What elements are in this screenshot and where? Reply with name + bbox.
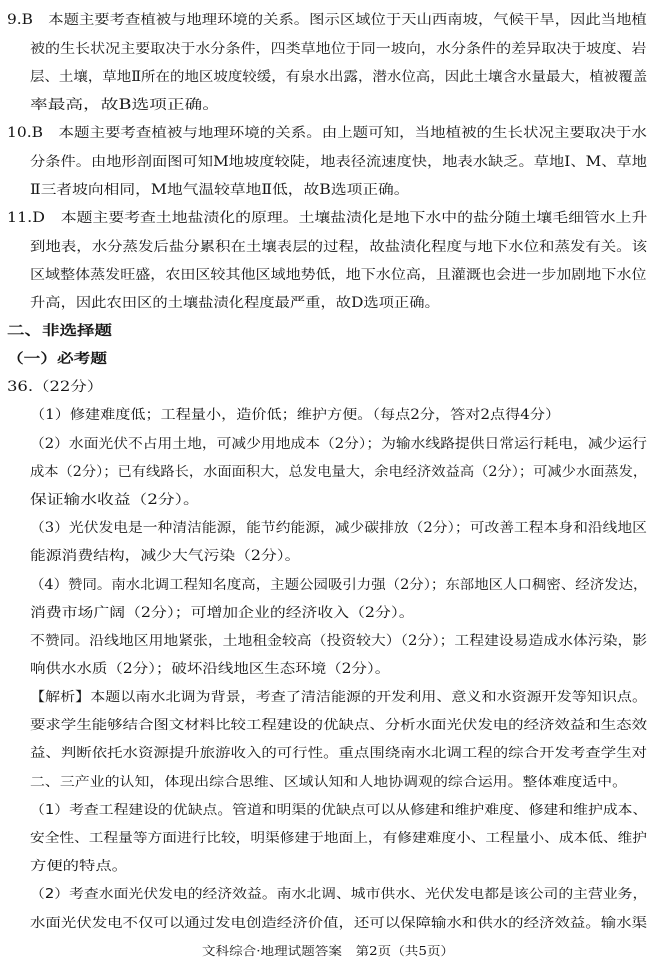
text-line: （3）光伏发电是一种清洁能源，能节约能源，减少碳排放（2分）；可改善工程本身和沿线地区 bbox=[30, 520, 647, 536]
text-line: 二、非选择题 bbox=[7, 323, 112, 339]
text-line: 消费市场广阔（2分）；可增加企业的经济收入（2分）。 bbox=[30, 605, 415, 621]
text-line: Ⅱ三者坡向相同，M地气温较草地Ⅱ低，故B选项正确。 bbox=[30, 182, 410, 198]
text-line: 水面光伏发电不仅可以通过发电创造经济价值，还可以保障输水和供水的经济效益。输水渠 bbox=[30, 916, 648, 931]
text-line: 保证输水收益（2分）。 bbox=[30, 492, 200, 508]
text-line: 到地表，水分蒸发后盐分累积在土壤表层的过程，故盐渍化程度与地下水位和蒸发有关。该 bbox=[30, 239, 647, 255]
text-line: 11.D 本题主要考查土地盐渍化的原理。土壤盐渍化是地下水中的盐分随土壤毛细管水上升 bbox=[7, 210, 648, 226]
text-line: 不赞同。沿线地区用地紧张，土地租金较高（投资较大）（2分）；工程建设易造成水体污染，影 bbox=[30, 633, 648, 649]
text-line: 率最高，故B选项正确。 bbox=[30, 97, 220, 113]
text-line: （4）赞同。南水北调工程知名度高，主题公园吸引力强（2分）；东部地区人口稠密、经济发达， bbox=[30, 577, 648, 593]
page-footer: 文科综合·地理试题答案 第2页（共5页） bbox=[202, 944, 455, 958]
text-line: 层、土壤，草地Ⅱ所在的地区坡度较缓，有泉水出露，潜水位高，因此土壤含水量最大，植被覆盖 bbox=[30, 69, 648, 85]
text-line: 成本（2分）；已有线路长，水面面积大，总发电量大，余电经济效益高（2分）；可减少水面蒸发， bbox=[30, 464, 648, 480]
text-line: 二、三产业的认知，体现出综合思维、区域认知和人地协调观的综合运用。整体难度适中。 bbox=[30, 775, 628, 790]
text-line: （1）修建难度低；工程量小，造价低；维护方便。（每点2分，答对2点得4分） bbox=[30, 407, 561, 423]
text-line: 【解析】本题以南水北调为背景，考查了清洁能源的开发利用、意义和水资源开发等知识点。 bbox=[30, 690, 648, 705]
text-line: （1）考查工程建设的优缺点。管道和明渠的优缺点可以从修建和维护难度、修建和维护成本、 bbox=[30, 803, 648, 818]
text-line: 响供水水质（2分）；破坏沿线地区生态环境（2分）。 bbox=[30, 661, 391, 677]
text-line: 36.（22分） bbox=[7, 379, 104, 395]
text-line: 安全性、工程量等方面进行比较，明渠修建于地面上，有修建难度小、工程量小、成本低、维护 bbox=[30, 831, 648, 846]
text-line: 9.B 本题主要考查植被与地理环境的关系。图示区域位于天山西南坡，气候干旱，因此当地植 bbox=[7, 12, 647, 28]
text-line: 升高，因此农田区的土壤盐渍化程度最严重，故D选项正确。 bbox=[30, 295, 440, 311]
text-line: （一）必考题 bbox=[7, 351, 107, 367]
text-line: 方便的特点。 bbox=[30, 859, 129, 874]
text-line: 益、判断依托水资源提升旅游收入的可行性。重点围绕南水北调工程的综合开发考查学生对 bbox=[30, 746, 648, 761]
text-line: （2）考查水面光伏发电的经济效益。南水北调、城市供水、光伏发电都是该公司的主营业务， bbox=[30, 887, 648, 902]
text-line: 分条件。由地形剖面图可知M地坡度较陡，地表径流速度快，地表水缺乏。草地Ⅰ、M、草地 bbox=[30, 154, 647, 170]
text-line: 要求学生能够结合图文材料比较工程建设的优缺点、分析水面光伏发电的经济效益和生态效 bbox=[30, 718, 648, 733]
text-line: （2）水面光伏不占用土地，可减少用地成本（2分）；为输水线路提供日常运行耗电，减少运行 bbox=[30, 436, 647, 452]
text-line: 10.B 本题主要考查植被与地理环境的关系。由上题可知，当地植被的生长状况主要取决于水 bbox=[7, 125, 647, 141]
text-line: 能源消费结构，减少大气污染（2分）。 bbox=[30, 548, 301, 564]
text-line: 区域整体蒸发旺盛，农田区较其他区域地势低，地下水位高，且灌溉也会进一步加剧地下水位 bbox=[30, 267, 647, 283]
text-line: 被的生长状况主要取决于水分条件，四类草地位于同一坡向，水分条件的差异取决于坡度、岩 bbox=[30, 41, 647, 57]
